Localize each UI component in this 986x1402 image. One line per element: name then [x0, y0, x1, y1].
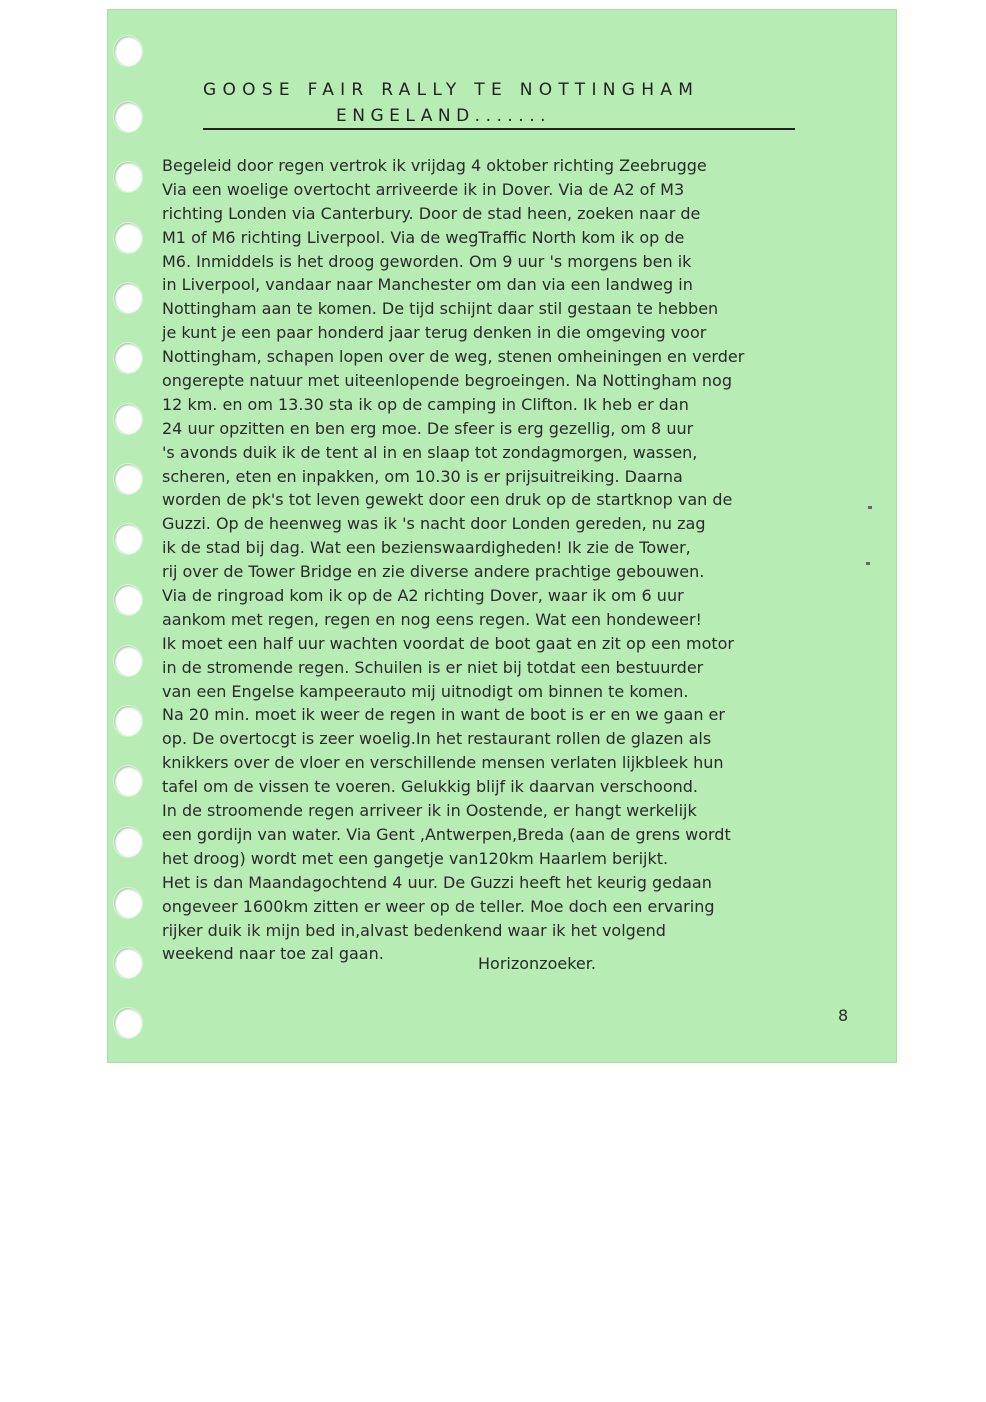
binder-hole: [114, 464, 142, 494]
binder-hole: [114, 827, 142, 857]
page-subtitle: ENGELAND.......: [336, 106, 551, 126]
article-body: [162, 154, 852, 966]
binder-hole: [114, 283, 142, 313]
text-line: M6. Inmiddels is het droog geworden. Om 9 uur 's morgens ben ik: [162, 251, 692, 271]
text-line: ik de stad bij dag. Wat een bezienswaardigheden! Ik zie de Tower,: [162, 538, 691, 558]
text-line: weekend naar toe zal gaan.: [162, 944, 384, 964]
binder-hole: [114, 1008, 142, 1038]
text-line: Guzzi. Op de heenweg was ik 's nacht door Londen gereden, nu zag: [162, 514, 706, 534]
binder-hole: [114, 162, 142, 192]
text-line: ongeveer 1600km zitten er weer op de teller. Moe doch een ervaring: [162, 896, 715, 916]
text-line: richting Londen via Canterbury. Door de stad heen, zoeken naar de: [162, 203, 701, 223]
signature: Horizonzoeker.: [478, 954, 596, 973]
binder-hole: [114, 404, 142, 434]
text-line: M1 of M6 richting Liverpool. Via de wegTraffic North kom ik op de: [162, 227, 685, 247]
scan-speck: [866, 562, 870, 565]
page-number: 8: [838, 1006, 849, 1025]
binder-hole: [114, 646, 142, 676]
text-line: tafel om de vissen te voeren. Gelukkig blijf ik daarvan verschoond.: [162, 777, 698, 797]
text-line: ongerepte natuur met uiteenlopende begroeingen. Na Nottingham nog: [162, 371, 732, 391]
binder-hole: [114, 888, 142, 918]
text-line: Via de ringroad kom ik op de A2 richting Dover, waar ik om 6 uur: [162, 586, 684, 606]
text-line: aankom met regen, regen en nog eens regen. Wat een hondeweer!: [162, 609, 702, 629]
text-line: een gordijn van water. Via Gent ,Antwerpen,Breda (aan de grens wordt: [162, 824, 731, 844]
binder-hole: [114, 343, 142, 373]
text-line: het droog) wordt met een gangetje van120km Haarlem berijkt.: [162, 848, 669, 868]
binder-hole: [114, 706, 142, 736]
binder-hole: [114, 585, 142, 615]
text-line: 24 uur opzitten en ben erg moe. De sfeer is erg gezellig, om 8 uur: [162, 418, 694, 438]
text-line: Nottingham, schapen lopen over de weg, stenen omheiningen en verder: [162, 347, 745, 367]
text-line: scheren, eten en inpakken, om 10.30 is er prijsuitreiking. Daarna: [162, 466, 683, 486]
title-underline: [203, 128, 795, 130]
text-line: je kunt je een paar honderd jaar terug denken in die omgeving voor: [162, 323, 707, 343]
text-line: Het is dan Maandagochtend 4 uur. De Guzzi heeft het keurig gedaan: [162, 872, 712, 892]
text-line: op. De overtocgt is zeer woelig.In het restaurant rollen de glazen als: [162, 729, 712, 749]
text-line: Nottingham aan te komen. De tijd schijnt daar stil gestaan te hebben: [162, 299, 719, 319]
text-line: Begeleid door regen vertrok ik vrijdag 4 oktober richting Zeebrugge: [162, 156, 707, 175]
binder-hole: [114, 36, 142, 66]
text-line: van een Engelse kampeerauto mij uitnodigt om binnen te komen.: [162, 681, 689, 701]
binder-hole: [114, 102, 142, 132]
text-line: Ik moet een half uur wachten voordat de boot gaat en zit op een motor: [162, 633, 734, 653]
binder-holes: [114, 36, 150, 1046]
text-line: In de stroomende regen arriveer ik in Oostende, er hangt werkelijk: [162, 801, 697, 821]
binder-hole: [114, 766, 142, 796]
text-line: in Liverpool, vandaar naar Manchester om dan via een landweg in: [162, 275, 693, 295]
text-line: worden de pk's tot leven gewekt door een druk op de startknop van de: [162, 490, 733, 510]
scan-speck: [868, 506, 872, 509]
binder-hole: [114, 524, 142, 554]
text-line: rijker duik ik mijn bed in,alvast bedenkend waar ik het volgend: [162, 920, 666, 940]
binder-hole: [114, 223, 142, 253]
text-line: knikkers over de vloer en verschillende mensen verlaten lijkbleek hun: [162, 753, 724, 773]
page-title: GOOSE FAIR RALLY TE NOTTINGHAM: [203, 80, 700, 100]
binder-hole: [114, 948, 142, 978]
text-line: Na 20 min. moet ik weer de regen in want de boot is er en we gaan er: [162, 705, 725, 725]
text-line: rij over de Tower Bridge en zie diverse andere prachtige gebouwen.: [162, 562, 705, 582]
text-line: in de stromende regen. Schuilen is er niet bij totdat een bestuurder: [162, 657, 704, 677]
text-line: 's avonds duik ik de tent al in en slaap tot zondagmorgen, wassen,: [162, 442, 698, 462]
text-line: Via een woelige overtocht arriveerde ik in Dover. Via de A2 of M3: [162, 179, 685, 199]
text-line: 12 km. en om 13.30 sta ik op de camping in Clifton. Ik heb er dan: [162, 394, 689, 414]
